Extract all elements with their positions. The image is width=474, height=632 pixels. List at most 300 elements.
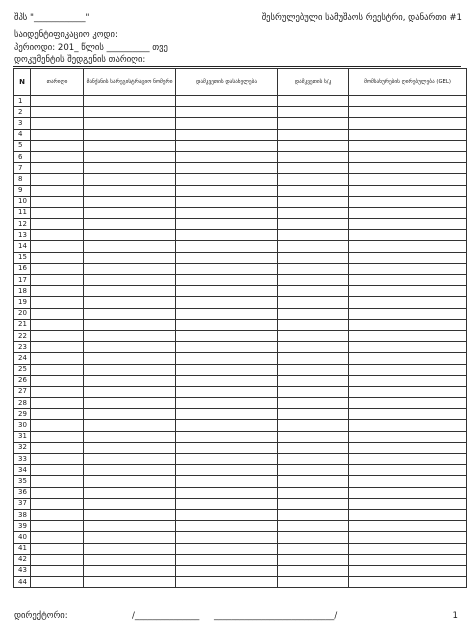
cell-customer-id[interactable] xyxy=(278,375,349,386)
cell-date[interactable] xyxy=(31,364,84,375)
cell-service-cost[interactable] xyxy=(349,454,467,465)
table-row xyxy=(14,465,467,476)
cell-customer-id[interactable] xyxy=(278,163,349,174)
cell-car-plate[interactable] xyxy=(84,487,176,498)
table-row xyxy=(14,185,467,196)
cell-service-cost[interactable] xyxy=(349,286,467,297)
cell-car-plate[interactable] xyxy=(84,577,176,588)
cell-customer-name[interactable] xyxy=(176,342,278,353)
cell-car-plate[interactable] xyxy=(84,263,176,274)
cell-customer-id[interactable] xyxy=(278,442,349,453)
cell-customer-id[interactable] xyxy=(278,297,349,308)
table-row xyxy=(14,431,467,442)
table-row xyxy=(14,342,467,353)
cell-date[interactable] xyxy=(31,476,84,487)
table-row xyxy=(14,196,467,207)
row-number: 16 xyxy=(14,263,31,274)
cell-customer-id[interactable] xyxy=(278,319,349,330)
cell-customer-name[interactable] xyxy=(176,532,278,543)
cell-date[interactable] xyxy=(31,174,84,185)
row-number: 4 xyxy=(14,129,31,140)
cell-customer-id[interactable] xyxy=(278,107,349,118)
row-number: 17 xyxy=(14,275,31,286)
table-row xyxy=(14,398,467,409)
row-number: 31 xyxy=(14,431,31,442)
cell-customer-name[interactable] xyxy=(176,454,278,465)
cell-car-plate[interactable] xyxy=(84,252,176,263)
cell-customer-id[interactable] xyxy=(278,565,349,576)
row-number: 20 xyxy=(14,308,31,319)
cell-customer-name[interactable] xyxy=(176,151,278,162)
tax-id-label: საიდენტიფიკაციო კოდი: xyxy=(14,30,118,40)
register-table xyxy=(13,68,467,588)
cell-car-plate[interactable] xyxy=(84,442,176,453)
company-name: შპს "____________" xyxy=(14,13,90,23)
cell-customer-name[interactable] xyxy=(176,554,278,565)
cell-car-plate[interactable] xyxy=(84,364,176,375)
cell-car-plate[interactable] xyxy=(84,118,176,129)
cell-car-plate[interactable] xyxy=(84,398,176,409)
cell-car-plate[interactable] xyxy=(84,342,176,353)
row-number: 7 xyxy=(14,163,31,174)
table-row xyxy=(14,263,467,274)
cell-customer-id[interactable] xyxy=(278,185,349,196)
cell-service-cost[interactable] xyxy=(349,509,467,520)
cell-service-cost[interactable] xyxy=(349,465,467,476)
cell-customer-name[interactable] xyxy=(176,241,278,252)
cell-date[interactable] xyxy=(31,409,84,420)
cell-car-plate[interactable] xyxy=(84,207,176,218)
cell-customer-name[interactable] xyxy=(176,252,278,263)
cell-customer-id[interactable] xyxy=(278,386,349,397)
cell-customer-name[interactable] xyxy=(176,431,278,442)
row-number: 11 xyxy=(14,207,31,218)
cell-customer-id[interactable] xyxy=(278,263,349,274)
cell-service-cost[interactable] xyxy=(349,263,467,274)
row-number: 38 xyxy=(14,509,31,520)
cell-service-cost[interactable] xyxy=(349,107,467,118)
cell-date[interactable] xyxy=(31,118,84,129)
cell-service-cost[interactable] xyxy=(349,364,467,375)
cell-customer-id[interactable] xyxy=(278,498,349,509)
cell-date[interactable] xyxy=(31,319,84,330)
cell-service-cost[interactable] xyxy=(349,207,467,218)
table-row xyxy=(14,319,467,330)
cell-date[interactable] xyxy=(31,521,84,532)
cell-customer-name[interactable] xyxy=(176,420,278,431)
cell-date[interactable] xyxy=(31,230,84,241)
cell-car-plate[interactable] xyxy=(84,174,176,185)
cell-car-plate[interactable] xyxy=(84,431,176,442)
cell-car-plate[interactable] xyxy=(84,107,176,118)
row-number: 27 xyxy=(14,386,31,397)
cell-customer-name[interactable] xyxy=(176,375,278,386)
cell-service-cost[interactable] xyxy=(349,308,467,319)
row-number: 25 xyxy=(14,364,31,375)
cell-customer-name[interactable] xyxy=(176,129,278,140)
cell-car-plate[interactable] xyxy=(84,476,176,487)
cell-service-cost[interactable] xyxy=(349,174,467,185)
cell-service-cost[interactable] xyxy=(349,297,467,308)
cell-date[interactable] xyxy=(31,353,84,364)
column-header-date: თარიღი xyxy=(31,69,84,96)
row-number: 24 xyxy=(14,353,31,364)
cell-date[interactable] xyxy=(31,196,84,207)
row-number: 43 xyxy=(14,565,31,576)
cell-date[interactable] xyxy=(31,577,84,588)
cell-customer-name[interactable] xyxy=(176,353,278,364)
cell-date[interactable] xyxy=(31,454,84,465)
cell-car-plate[interactable] xyxy=(84,554,176,565)
cell-service-cost[interactable] xyxy=(349,342,467,353)
table-header-row xyxy=(14,69,467,96)
cell-customer-id[interactable] xyxy=(278,196,349,207)
table-row xyxy=(14,543,467,554)
cell-customer-name[interactable] xyxy=(176,308,278,319)
cell-customer-id[interactable] xyxy=(278,487,349,498)
cell-customer-id[interactable] xyxy=(278,308,349,319)
cell-service-cost[interactable] xyxy=(349,420,467,431)
table-row xyxy=(14,364,467,375)
cell-car-plate[interactable] xyxy=(84,219,176,230)
cell-date[interactable] xyxy=(31,207,84,218)
row-number: 39 xyxy=(14,521,31,532)
table-row xyxy=(14,353,467,364)
cell-service-cost[interactable] xyxy=(349,219,467,230)
cell-customer-id[interactable] xyxy=(278,219,349,230)
cell-service-cost[interactable] xyxy=(349,554,467,565)
table-row xyxy=(14,554,467,565)
cell-date[interactable] xyxy=(31,342,84,353)
cell-car-plate[interactable] xyxy=(84,151,176,162)
cell-date[interactable] xyxy=(31,263,84,274)
cell-customer-name[interactable] xyxy=(176,465,278,476)
row-number: 32 xyxy=(14,442,31,453)
cell-customer-id[interactable] xyxy=(278,207,349,218)
cell-customer-name[interactable] xyxy=(176,275,278,286)
cell-customer-name[interactable] xyxy=(176,398,278,409)
cell-customer-id[interactable] xyxy=(278,353,349,364)
cell-customer-id[interactable] xyxy=(278,230,349,241)
cell-service-cost[interactable] xyxy=(349,521,467,532)
cell-customer-name[interactable] xyxy=(176,476,278,487)
table-row xyxy=(14,275,467,286)
cell-car-plate[interactable] xyxy=(84,196,176,207)
cell-car-plate[interactable] xyxy=(84,330,176,341)
cell-customer-name[interactable] xyxy=(176,219,278,230)
cell-service-cost[interactable] xyxy=(349,375,467,386)
cell-car-plate[interactable] xyxy=(84,308,176,319)
cell-service-cost[interactable] xyxy=(349,409,467,420)
cell-date[interactable] xyxy=(31,252,84,263)
cell-service-cost[interactable] xyxy=(349,129,467,140)
table-row xyxy=(14,532,467,543)
cell-date[interactable] xyxy=(31,330,84,341)
cell-customer-name[interactable] xyxy=(176,442,278,453)
cell-customer-id[interactable] xyxy=(278,420,349,431)
cell-service-cost[interactable] xyxy=(349,498,467,509)
cell-customer-name[interactable] xyxy=(176,319,278,330)
cell-service-cost[interactable] xyxy=(349,163,467,174)
cell-date[interactable] xyxy=(31,163,84,174)
cell-customer-name[interactable] xyxy=(176,286,278,297)
document-title: შესრულებული სამუშაოს რეესტრი, დანართი #1 xyxy=(261,13,462,23)
cell-car-plate[interactable] xyxy=(84,532,176,543)
cell-service-cost[interactable] xyxy=(349,118,467,129)
cell-customer-id[interactable] xyxy=(278,174,349,185)
cell-date[interactable] xyxy=(31,420,84,431)
cell-car-plate[interactable] xyxy=(84,230,176,241)
cell-date[interactable] xyxy=(31,308,84,319)
cell-car-plate[interactable] xyxy=(84,185,176,196)
cell-date[interactable] xyxy=(31,398,84,409)
cell-service-cost[interactable] xyxy=(349,353,467,364)
cell-date[interactable] xyxy=(31,532,84,543)
cell-service-cost[interactable] xyxy=(349,487,467,498)
cell-customer-name[interactable] xyxy=(176,118,278,129)
cell-customer-id[interactable] xyxy=(278,398,349,409)
cell-car-plate[interactable] xyxy=(84,297,176,308)
cell-customer-id[interactable] xyxy=(278,342,349,353)
cell-customer-id[interactable] xyxy=(278,543,349,554)
cell-customer-id[interactable] xyxy=(278,252,349,263)
cell-customer-name[interactable] xyxy=(176,163,278,174)
cell-customer-name[interactable] xyxy=(176,543,278,554)
row-number: 26 xyxy=(14,375,31,386)
cell-date[interactable] xyxy=(31,431,84,442)
cell-customer-id[interactable] xyxy=(278,521,349,532)
row-number: 1 xyxy=(14,96,31,107)
cell-customer-id[interactable] xyxy=(278,509,349,520)
period-label: პერიოდი: 201_ წლის __________ თვე xyxy=(14,43,168,53)
table-row xyxy=(14,420,467,431)
cell-customer-name[interactable] xyxy=(176,196,278,207)
cell-car-plate[interactable] xyxy=(84,353,176,364)
cell-date[interactable] xyxy=(31,543,84,554)
cell-customer-name[interactable] xyxy=(176,230,278,241)
cell-customer-id[interactable] xyxy=(278,364,349,375)
row-number: 41 xyxy=(14,543,31,554)
cell-service-cost[interactable] xyxy=(349,386,467,397)
cell-car-plate[interactable] xyxy=(84,96,176,107)
cell-date[interactable] xyxy=(31,386,84,397)
table-row xyxy=(14,509,467,520)
row-number: 34 xyxy=(14,465,31,476)
cell-service-cost[interactable] xyxy=(349,476,467,487)
cell-car-plate[interactable] xyxy=(84,241,176,252)
cell-car-plate[interactable] xyxy=(84,375,176,386)
cell-customer-name[interactable] xyxy=(176,107,278,118)
cell-customer-name[interactable] xyxy=(176,297,278,308)
cell-service-cost[interactable] xyxy=(349,398,467,409)
cell-service-cost[interactable] xyxy=(349,241,467,252)
cell-customer-id[interactable] xyxy=(278,532,349,543)
cell-car-plate[interactable] xyxy=(84,565,176,576)
compiled-date-label: დოკუმენტის შედგენის თარიღი: xyxy=(14,55,146,65)
signature-label: დირექტორი: xyxy=(14,611,68,621)
row-number: 2 xyxy=(14,107,31,118)
cell-car-plate[interactable] xyxy=(84,286,176,297)
cell-car-plate[interactable] xyxy=(84,454,176,465)
cell-date[interactable] xyxy=(31,498,84,509)
cell-car-plate[interactable] xyxy=(84,543,176,554)
row-number: 9 xyxy=(14,185,31,196)
cell-date[interactable] xyxy=(31,565,84,576)
cell-service-cost[interactable] xyxy=(349,442,467,453)
table-row xyxy=(14,565,467,576)
signature-line-2: ____________________________/ xyxy=(214,611,338,621)
cell-customer-id[interactable] xyxy=(278,151,349,162)
row-number: 35 xyxy=(14,476,31,487)
cell-car-plate[interactable] xyxy=(84,465,176,476)
cell-car-plate[interactable] xyxy=(84,386,176,397)
table-row xyxy=(14,219,467,230)
cell-customer-name[interactable] xyxy=(176,96,278,107)
cell-service-cost[interactable] xyxy=(349,230,467,241)
table-row xyxy=(14,140,467,151)
cell-service-cost[interactable] xyxy=(349,543,467,554)
cell-date[interactable] xyxy=(31,487,84,498)
table-row xyxy=(14,386,467,397)
cell-service-cost[interactable] xyxy=(349,140,467,151)
cell-customer-id[interactable] xyxy=(278,275,349,286)
cell-car-plate[interactable] xyxy=(84,275,176,286)
cell-date[interactable] xyxy=(31,275,84,286)
cell-customer-id[interactable] xyxy=(278,465,349,476)
cell-customer-id[interactable] xyxy=(278,409,349,420)
cell-customer-name[interactable] xyxy=(176,140,278,151)
row-number: 18 xyxy=(14,286,31,297)
cell-service-cost[interactable] xyxy=(349,577,467,588)
cell-customer-name[interactable] xyxy=(176,409,278,420)
table-row xyxy=(14,521,467,532)
table-row xyxy=(14,409,467,420)
cell-service-cost[interactable] xyxy=(349,565,467,576)
row-number: 29 xyxy=(14,409,31,420)
table-row xyxy=(14,498,467,509)
cell-date[interactable] xyxy=(31,442,84,453)
cell-service-cost[interactable] xyxy=(349,319,467,330)
table-row xyxy=(14,151,467,162)
cell-car-plate[interactable] xyxy=(84,319,176,330)
table-row xyxy=(14,442,467,453)
cell-service-cost[interactable] xyxy=(349,532,467,543)
cell-car-plate[interactable] xyxy=(84,129,176,140)
cell-customer-id[interactable] xyxy=(278,118,349,129)
cell-car-plate[interactable] xyxy=(84,409,176,420)
table-row xyxy=(14,297,467,308)
table-row xyxy=(14,286,467,297)
cell-service-cost[interactable] xyxy=(349,330,467,341)
cell-customer-id[interactable] xyxy=(278,454,349,465)
column-header-car-plate: მანქანის სარეგისტრაციო ნომერი xyxy=(84,69,176,96)
table-row xyxy=(14,375,467,386)
cell-car-plate[interactable] xyxy=(84,521,176,532)
cell-customer-name[interactable] xyxy=(176,509,278,520)
cell-customer-id[interactable] xyxy=(278,241,349,252)
cell-date[interactable] xyxy=(31,297,84,308)
cell-customer-id[interactable] xyxy=(278,431,349,442)
row-number: 30 xyxy=(14,420,31,431)
cell-date[interactable] xyxy=(31,241,84,252)
cell-customer-name[interactable] xyxy=(176,577,278,588)
cell-car-plate[interactable] xyxy=(84,163,176,174)
table-row xyxy=(14,577,467,588)
cell-customer-name[interactable] xyxy=(176,498,278,509)
cell-date[interactable] xyxy=(31,465,84,476)
row-number: 15 xyxy=(14,252,31,263)
cell-customer-id[interactable] xyxy=(278,286,349,297)
row-number: 8 xyxy=(14,174,31,185)
table-row xyxy=(14,476,467,487)
cell-date[interactable] xyxy=(31,554,84,565)
cell-date[interactable] xyxy=(31,219,84,230)
row-number: 28 xyxy=(14,398,31,409)
cell-service-cost[interactable] xyxy=(349,151,467,162)
row-number: 12 xyxy=(14,219,31,230)
cell-service-cost[interactable] xyxy=(349,185,467,196)
cell-customer-id[interactable] xyxy=(278,554,349,565)
cell-car-plate[interactable] xyxy=(84,420,176,431)
cell-service-cost[interactable] xyxy=(349,252,467,263)
table-row xyxy=(14,207,467,218)
table-row xyxy=(14,118,467,129)
cell-service-cost[interactable] xyxy=(349,96,467,107)
cell-date[interactable] xyxy=(31,129,84,140)
cell-customer-id[interactable] xyxy=(278,129,349,140)
cell-date[interactable] xyxy=(31,107,84,118)
cell-date[interactable] xyxy=(31,375,84,386)
cell-car-plate[interactable] xyxy=(84,140,176,151)
table-row xyxy=(14,96,467,107)
table-body xyxy=(14,96,467,588)
table-row xyxy=(14,252,467,263)
cell-date[interactable] xyxy=(31,96,84,107)
cell-customer-name[interactable] xyxy=(176,386,278,397)
row-number: 44 xyxy=(14,577,31,588)
cell-customer-id[interactable] xyxy=(278,330,349,341)
cell-customer-id[interactable] xyxy=(278,476,349,487)
cell-date[interactable] xyxy=(31,286,84,297)
row-number: 40 xyxy=(14,532,31,543)
cell-customer-name[interactable] xyxy=(176,330,278,341)
cell-customer-id[interactable] xyxy=(278,140,349,151)
cell-customer-name[interactable] xyxy=(176,565,278,576)
cell-customer-id[interactable] xyxy=(278,577,349,588)
column-header-customer-name: დამკვეთის დასახელება xyxy=(176,69,278,96)
cell-customer-name[interactable] xyxy=(176,364,278,375)
row-number: 10 xyxy=(14,196,31,207)
cell-customer-name[interactable] xyxy=(176,185,278,196)
cell-date[interactable] xyxy=(31,151,84,162)
row-number: 42 xyxy=(14,554,31,565)
cell-car-plate[interactable] xyxy=(84,498,176,509)
cell-customer-name[interactable] xyxy=(176,487,278,498)
cell-customer-name[interactable] xyxy=(176,263,278,274)
cell-customer-name[interactable] xyxy=(176,521,278,532)
cell-customer-id[interactable] xyxy=(278,96,349,107)
cell-car-plate[interactable] xyxy=(84,509,176,520)
cell-service-cost[interactable] xyxy=(349,431,467,442)
cell-date[interactable] xyxy=(31,509,84,520)
cell-customer-name[interactable] xyxy=(176,207,278,218)
cell-service-cost[interactable] xyxy=(349,196,467,207)
cell-date[interactable] xyxy=(31,185,84,196)
cell-date[interactable] xyxy=(31,140,84,151)
cell-service-cost[interactable] xyxy=(349,275,467,286)
row-number: 19 xyxy=(14,297,31,308)
cell-customer-name[interactable] xyxy=(176,174,278,185)
